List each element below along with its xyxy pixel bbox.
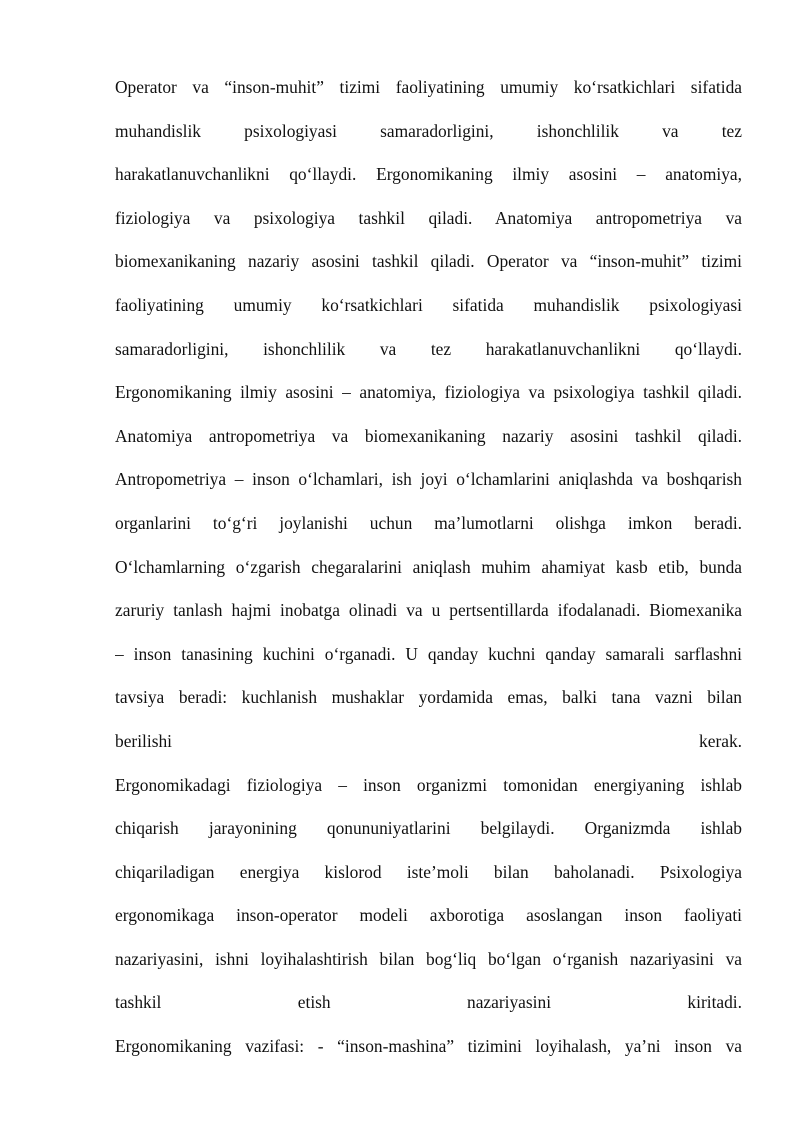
text-line-15: tavsiya beradi: kuchlanish mushaklar yordamida emas, balki tana vazni bilan — [115, 687, 742, 708]
text-line-11: organlarini to‘g‘ri joylanishi uchun ma’lumotlarni olishga imkon beradi. — [115, 512, 742, 533]
text-line-18: chiqarish jarayonining qonununiyatlarini belgilaydi. Organizmda ishlab — [115, 818, 742, 839]
text-line-17: Ergonomikadagi fiziologiya – inson organizmi tomonidan energiyaning ishlab — [115, 774, 742, 795]
text-line-21: nazariyasini, ishni loyihalashtirish bilan bog‘liq bo‘lgan o‘rganish nazariyasini va — [115, 948, 742, 969]
text-line-4: fiziologiya va psixologiya tashkil qiladi. Anatomiya antropometriya va — [115, 207, 742, 228]
text-line-9: Anatomiya antropometriya va biomexanikaning nazariy asosini tashkil qiladi. — [115, 425, 742, 446]
text-line-13: zaruriy tanlash hajmi inobatga olinadi va u pertsentillarda ifodalanadi. Biomexanika — [115, 600, 742, 621]
text-line-3: harakatlanuvchanlikni qo‘llaydi. Ergonomikaning ilmiy asosini – anatomiya, — [115, 164, 742, 185]
text-line-2: muhandislik psixologiyasi samaradorligini, ishonchlilik va tez — [115, 120, 742, 141]
text-line-14: – inson tanasining kuchini o‘rganadi. U qanday kuchni qanday samarali sarflashni — [115, 643, 742, 664]
text-line-10: Antropometriya – inson o‘lchamlari, ish joyi o‘lchamlarini aniqlashda va boshqarish — [115, 469, 742, 490]
text-line-16: berilishi kerak. — [115, 730, 742, 751]
text-line-1: Operator va “inson-muhit” tizimi faoliyatining umumiy ko‘rsatkichlari sifatida — [115, 77, 742, 97]
text-line-7: samaradorligini, ishonchlilik va tez harakatlanuvchanlikni qo‘llaydi. — [115, 338, 742, 359]
text-line-5: biomexanikaning nazariy asosini tashkil qiladi. Operator va “inson-muhit” tizimi — [115, 251, 742, 272]
text-line-8: Ergonomikaning ilmiy asosini – anatomiya, fiziologiya va psixologiya tashkil qiladi. — [115, 382, 742, 403]
text-line-12: O‘lchamlarning o‘zgarish chegaralarini aniqlash muhim ahamiyat kasb etib, bunda — [115, 556, 742, 577]
text-line-22: tashkil etish nazariyasini kiritadi. — [115, 992, 742, 1013]
text-line-23: Ergonomikaning vazifasi: - “inson-mashina” tizimini loyihalash, ya’ni inson va — [115, 1036, 742, 1057]
text-line-20: ergonomikaga inson-operator modeli axborotiga asoslangan inson faoliyati — [115, 905, 742, 926]
text-line-6: faoliyatining umumiy ko‘rsatkichlari sifatida muhandislik psixologiyasi — [115, 294, 742, 315]
text-line-19: chiqariladigan energiya kislorod iste’moli bilan baholanadi. Psixologiya — [115, 861, 742, 882]
document-body — [115, 66, 742, 1069]
